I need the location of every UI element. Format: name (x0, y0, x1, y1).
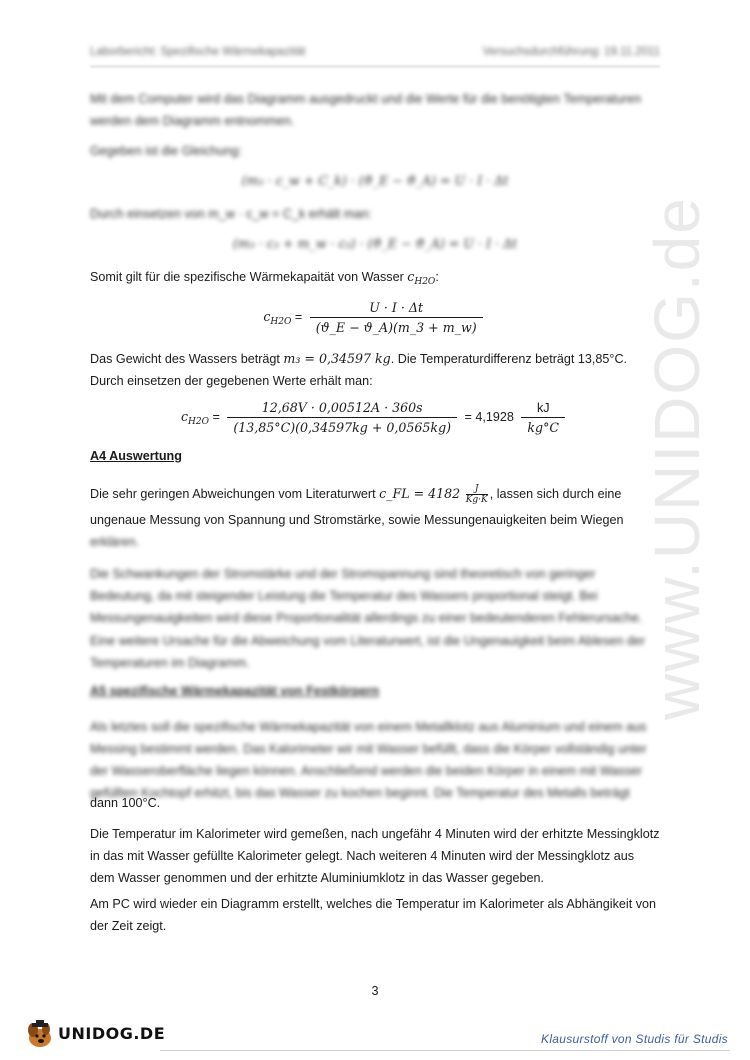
formula-1-lhs: $c_{H2O}$ (263, 308, 292, 327)
footer-divider (160, 1050, 730, 1051)
formula-1-fraction (310, 300, 483, 335)
literature-value: c_FL = 4182 (379, 486, 461, 501)
a4-text-1: Die sehr geringen Abweichungen vom Literaturwert (90, 487, 376, 501)
unit-denominator: kg°C (521, 417, 565, 435)
literature-unit (466, 484, 488, 505)
weight-paragraph (90, 348, 660, 392)
blurred-heading-a5: A5 spezifische Wärmekapazität von Festkörpern (90, 684, 380, 698)
formula-2-unit (521, 401, 565, 435)
c-h2o-symbol: $c_{H2O}$ (407, 269, 436, 287)
blurred-equation-2: (m₃ · c₃ + m_w · c₃) · (ϑ_E − ϑ_A) = U · I · Δt (232, 236, 518, 251)
formula-1-denominator: (ϑ_E − ϑ_A)(m_3 + m_w) (310, 317, 483, 335)
line-dann: dann 100°C. (90, 796, 161, 810)
lit-unit-den: Kg·K (465, 495, 488, 506)
header-divider (90, 66, 660, 67)
unidog-logo (24, 1020, 166, 1050)
paragraph-pc: Am PC wird wieder ein Diagramm erstellt, welches die Temperatur im Kalorimeter als Abhängikeit von der Zeit zeigt. (90, 897, 657, 933)
page-number: 3 (371, 984, 379, 998)
a4-text-2: , lassen sich durch eine (489, 487, 622, 501)
weight-text-1: Das Gewicht des Wassers beträgt (90, 352, 280, 366)
formula-2-lhs: $c_{H2O}$ (180, 408, 209, 427)
header-right: Versuchsdurchführung: 19.11.2011 (482, 46, 660, 58)
formula-1-numerator: U · I · Δt (369, 300, 424, 315)
blurred-mid-paragraph-1: Die Schwankungen der Stromstärke und der Stromspannung sind theoretisch von geringer Bedeutung, da mit steigender Leistung die Temperatur des Wassers proportional steigt. Bei Messungenauigkeiten wird diese Proportionalität allerdings zu einer bedeutenderen Fehlerursache. (90, 567, 643, 625)
formula-2-denominator: (13,85°C)(0,34597kg + 0,0565kg) (227, 417, 457, 435)
blurred-paragraph-3: Durch einsetzen von m_w · c_w = C_k erhält man: (90, 207, 372, 221)
blurred-equation-1: (m₃ · c_w + C_k) · (ϑ_E − ϑ_A) = U · I · Δt (241, 173, 509, 188)
watermark: www.UNIDOG.de (641, 196, 713, 720)
formula-2: $c_{H2O}$ = $\frac{12,68V \cdot 0,00512A \cdot 360s}{(13,85^\circ C)(0,34597kg + 0,0565kg)}$ = 4,1928 $\frac{kJ}{kg^\circ C}$ (90, 400, 660, 440)
blurred-mid-paragraph-2: Eine weitere Ursache für die Abweichung vom Literaturwert, ist die Ungenauigkeit beim Ablesen der Temperaturen im Diagramm. (90, 634, 646, 670)
blurred-paragraph-1: Mit dem Computer wird das Diagramm ausgedruckt und die Werte für die benötigten Temperaturen werden dem Diagramm entnommen. (90, 92, 642, 128)
weight-text-3: Durch einsetzen der gegebenen Werte erhält man: (90, 374, 373, 388)
weight-text-2: . Die Temperaturdifferenz beträgt 13,85°C. (390, 352, 628, 366)
formula-2-fraction (227, 400, 457, 435)
header-left: Laborbericht: Spezifische Wärmekapazität (90, 46, 306, 58)
blurred-mid-line: erklären. (90, 535, 139, 549)
lit-unit-num: J (474, 484, 479, 495)
weight-value: m₃ = 0,34597 kg (283, 351, 391, 366)
a4-paragraph (90, 483, 660, 505)
formula-1: $c_{H2O}$ = $\frac{U \cdot I \cdot \Delta t}{(ϑ\_E - ϑ\_A)(m\_3 + m\_w)}$ (90, 300, 660, 340)
intro-text: Somit gilt für die spezifische Wärmekapaität von Wasser (90, 270, 404, 284)
unit-numerator: kJ (536, 400, 550, 415)
logo-text: UNIDOG.DE (58, 1024, 166, 1043)
dog-mascot-icon (24, 1020, 56, 1050)
blurred-mid-paragraph-3: Als letztes soll die spezifische Wärmekapazität von einem Metallklotz aus Aluminium und einem aus Messing bestimmt werden. Das Kalorimeter wir mit Wasser befüllt, dass die Körper vollständig unter der Wasseroberfläche liegen können. Anschließend werden die beiden Körper in einem mit Wasser gefüllten Kochtopf erhitzt, bis das Wasser zu kochen beginnt. Die Temperatur des Metalls beträgt (90, 720, 647, 800)
intro-line: Somit gilt für die spezifische Wärmekapaität von Wasser $c_{H2O}$: (90, 269, 439, 287)
blurred-paragraph-2: Gegeben ist die Gleichung: (90, 144, 242, 158)
section-heading-a4: A4 Auswertung (90, 449, 182, 463)
paragraph-kalorimeter: Die Temperatur im Kalorimeter wird gemeßen, nach ungefähr 4 Minuten wird der erhitzte Messingklotz in das mit Wasser gefüllte Kalorimeter gelegt. Nach weiteren 4 Minuten wird der Messingklotz aus dem Wasser genommen und der erhitzte Aluminiumklotz in das Wasser gegeben. (90, 827, 660, 885)
formula-2-numerator: 12,68V · 0,00512A · 360s (261, 400, 423, 415)
a4-text-3: ungenaue Messung von Spannung und Stromstärke, sowie Messungenauigkeiten beim Wiegen (90, 513, 624, 527)
formula-2-result: = 4,1928 (464, 409, 514, 424)
footer-tagline: Klausurstoff von Studis für Studis (541, 1032, 728, 1046)
